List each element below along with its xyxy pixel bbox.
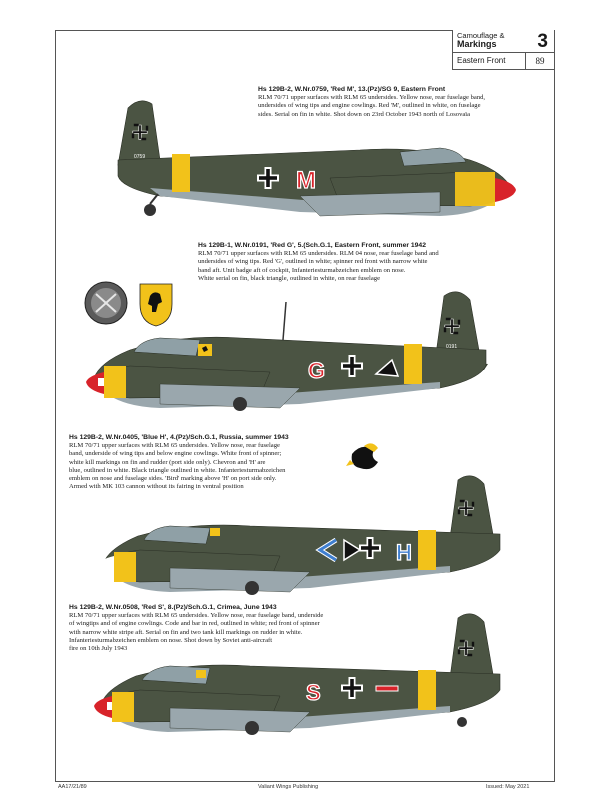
- profile-2-title: Hs 129B-1, W.Nr.0191, 'Red G', 5.(Sch.G.1, Eastern Front, summer 1942: [198, 242, 426, 249]
- footer-left: AA17/21/89: [58, 784, 87, 790]
- profile-3-code-letter: H: [396, 540, 412, 565]
- profile-1-title: Hs 129B-2, W.Nr.0759, 'Red M', 13.(Pz)/SG 9, Eastern Front: [258, 86, 446, 93]
- profile-4-code-letter: S: [306, 680, 321, 705]
- profile-1-serial: 0759: [134, 154, 146, 160]
- profile-3-body: RLM 70/71 upper surfaces with RLM 65 undersides. Yellow nose, rear fuselage band, underside of wing tips and below engine cowlings. White front of spinner; white kill markings on fin and rudder (port side only). Chevron and 'H' are blue, outlined in white. Black triangle outlined in white. Infanteriesturmabzeichen emblem on nose and fuselage sides. 'Bird' marking above 'H' on port side only. Armed with MK 103 cannon without its fairing in ventral position: [69, 442, 286, 491]
- profile-2-body: RLM 70/71 upper surfaces with RLM 65 undersides. RLM 04 nose, rear fuselage band and undersides of wing tips. Red 'G', outlined in white; spinner red front with narrow white band aft. Unit badge aft of cockpit, Infanteriesturmabzeichen emblem on nose. White serial on fin, black triangle, outlined in white, on rear fuselage: [198, 250, 439, 282]
- profile-3-title: Hs 129B-2, W.Nr.0405, 'Blue H', 4.(Pz)/Sch.G.1, Russia, summer 1943: [69, 434, 289, 441]
- infanteriesturmabzeichen-badge: [85, 282, 127, 324]
- footer-right: Issued: May 2021: [486, 784, 530, 790]
- profile-2-code-letter: G: [308, 358, 326, 383]
- profile-1-body: RLM 70/71 upper surfaces with RLM 65 undersides. Yellow nose, rear fuselage band, undersides of wing tips and engine cowlings. Red 'M', outlined in white, on fuselage sides. Serial on fin in white. Shot down on 23rd October 1943 north of Losovaïa: [258, 94, 486, 118]
- aircraft-profile-1: [118, 101, 516, 216]
- footer-center: Valiant Wings Publishing: [258, 784, 319, 790]
- section-title: Eastern Front: [457, 56, 506, 65]
- page-number: 89: [525, 53, 554, 69]
- unit-badge-bear: [140, 284, 172, 326]
- profile-2-serial: 0191: [446, 344, 458, 350]
- profile-4-title: Hs 129B-2, W.Nr.0508, 'Red S', 8.(Pz)/Sch.G.1, Crimea, June 1943: [69, 604, 277, 611]
- bird-marking: [346, 443, 378, 469]
- category-line2: Markings: [457, 39, 497, 49]
- aircraft-profile-3: [96, 476, 500, 595]
- chapter-number: 3: [537, 31, 548, 52]
- category-line1: Camouflage &: [457, 31, 505, 40]
- aircraft-profile-4: [94, 614, 500, 735]
- profile-1-code-letter: M: [296, 167, 316, 194]
- profile-4-body: RLM 70/71 upper surfaces with RLM 65 undersides. Yellow nose, rear fuselage band, underside of wingtips and of engine cowlings. Code and bar in red, outlined in white; red front of spinner with narrow white stripe aft. Serial on fin and two tank kill markings on rudder in white. Infanteriesturmabzeichen emblem on nose. Shot down by Soviet anti-aircraft fire on 10th July 1943: [69, 612, 324, 653]
